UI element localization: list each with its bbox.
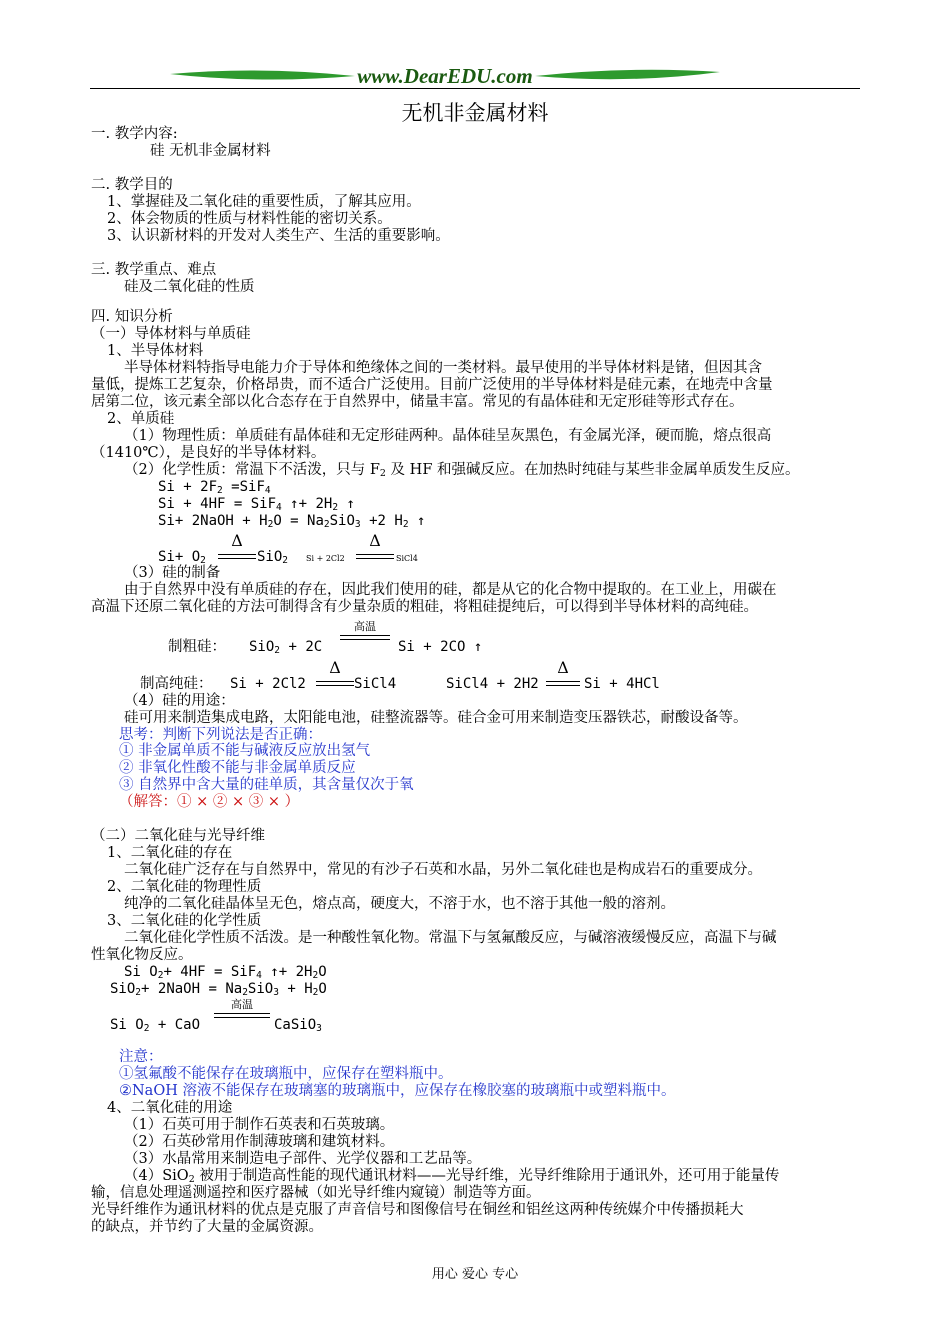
item-heading: 2、单质硅 <box>107 411 175 427</box>
equation: Si + 2Cl2 <box>230 676 306 692</box>
page-footer: 用心 爱心 专心 <box>431 1267 519 1282</box>
heat-arrow: Δ <box>316 660 354 690</box>
subsection-heading: （一）导体材料与单质硅 <box>91 326 251 342</box>
text-line: 硅及二氧化硅的性质 <box>124 279 255 295</box>
paragraph-line: 性氧化物反应。 <box>91 947 193 963</box>
equation: Si $O_2+ 4HF = SiF_4$ ↑+ $2H_2O$ <box>124 964 327 981</box>
heat-arrow: Δ <box>218 533 256 563</box>
item-heading: 1、半导体材料 <box>107 343 204 359</box>
section-heading: 二. 教学目的 <box>91 177 173 193</box>
list-item: （3）水晶常用来制造电子部件、光学仪器和工艺品等。 <box>124 1151 482 1167</box>
equation-product: SiCl4 <box>354 676 397 692</box>
equation-small: Si + 2Cl2 <box>306 554 345 563</box>
equation-label: 制高纯硅： <box>140 676 213 692</box>
high-temp-arrow: 高温 <box>214 999 270 1029</box>
paragraph-line: 二氧化硅广泛存在与自然界中，常见的有沙子石英和水晶，另外二氧化硅也是构成岩石的重要成分。 <box>124 862 762 878</box>
paragraph-line: （1410℃），是良好的半导体材料。 <box>91 445 326 461</box>
text-line: 硅 无机非金属材料 <box>150 143 271 159</box>
subsection-heading: （二）二氧化硅与光导纤维 <box>91 828 265 844</box>
section-heading: 一. 教学内容: <box>91 126 178 142</box>
paragraph-line: 由于自然界中没有单质硅的存在，因此我们使用的硅，都是从它的化合物中提取的。在工业上，用碳在 <box>124 582 777 598</box>
paragraph-line: 高温下还原二氧化硅的方法可制得含有少量杂质的粗硅，将粗硅提纯后，可以得到半导体材料的高纯硅。 <box>91 599 758 615</box>
equation: SiCl4 + 2H2 <box>446 676 539 692</box>
item-heading: 1、二氧化硅的存在 <box>107 845 233 861</box>
paragraph-line: 硅可用来制造集成电路，太阳能电池，硅整流器等。硅合金可用来制造变压器铁芯，耐酸设备等。 <box>124 710 748 726</box>
paragraph-line: 居第二位，该元素全部以化合态存在于自然界中，储量丰富。常见的有晶体硅和无定形硅等形式存在。 <box>91 394 744 410</box>
equation: $Si+ O_2$ <box>158 549 206 566</box>
list-item: 1、掌握硅及二氧化硅的重要性质，了解其应用。 <box>107 194 421 210</box>
list-item: （1）石英可用于制作石英表和石英玻璃。 <box>124 1117 395 1133</box>
logo-text: www.DearEDU.com <box>357 64 533 88</box>
item-heading: 2、二氧化硅的物理性质 <box>107 879 262 895</box>
heat-arrow: Δ <box>546 660 580 690</box>
paragraph-line: （1）物理性质：单质硅有晶体硅和无定形硅两种。晶体硅呈灰黑色，有金属光泽，硬而脆，熔点很高 <box>124 428 772 444</box>
equation-product: CaSiO$_3$ <box>274 1017 322 1034</box>
section-heading: 三. 教学重点、难点 <box>91 262 217 278</box>
item-heading: （4）硅的用途： <box>124 693 235 709</box>
heat-arrow: Δ <box>356 533 394 563</box>
high-temp-arrow: 高温 <box>340 621 390 651</box>
equation-product: SiO$_2$ <box>257 549 289 566</box>
equation: $Si + 2F_2 =SiF_4$ <box>158 479 271 496</box>
list-item: （4）SiO$_2$ 被用于制造高性能的现代通讯材料——光导纤维，光导纤维除用于通讯外，还可用于能量传 <box>124 1168 780 1185</box>
equation: Si + 4HF = SiF$_4$ ↑+ $2H_2$ ↑ <box>158 496 355 513</box>
equation-small: SiCl4 <box>396 554 418 563</box>
list-item: 3、认识新材料的开发对人类生产、生活的重要影响。 <box>107 228 450 244</box>
paragraph-line: 的缺点，并节约了大量的金属资源。 <box>91 1219 323 1235</box>
header-rule <box>90 88 860 89</box>
think-item: ② 非氧化性酸不能与非金属单质反应 <box>119 760 356 776</box>
item-heading: 3、二氧化硅的化学性质 <box>107 913 262 929</box>
think-item: ③ 自然界中含大量的硅单质，其含量仅次于氧 <box>119 777 414 793</box>
equation-product: Si + 2CO ↑ <box>398 639 483 655</box>
equation-label: 制粗硅： <box>168 639 226 655</box>
paragraph-line: 半导体材料特指导电能力介于导体和绝缘体之间的一类材料。最早使用的半导体材料是锗，但因其含 <box>124 360 762 376</box>
item-heading: （3）硅的制备 <box>124 565 221 581</box>
paragraph-line: 光导纤维作为通讯材料的优点是克服了声音信号和图像信号在铜丝和铝丝这两种传统媒介中传播损耗大 <box>91 1202 744 1218</box>
paragraph-line: 输，信息处理遥测遥控和医疗器械（如光导纤维内窥镜）制造等方面。 <box>91 1185 541 1201</box>
list-item: 2、体会物质的性质与材料性能的密切关系。 <box>107 211 392 227</box>
dearedu-logo <box>170 62 720 90</box>
think-item: ① 非金属单质不能与碱液反应放出氢气 <box>119 743 371 759</box>
answer-line: （解答：① × ② × ③ × ） <box>119 794 300 810</box>
note-item: ①氢氟酸不能保存在玻璃瓶中，应保存在塑料瓶中。 <box>119 1066 453 1082</box>
paragraph-line: 二氧化硅化学性质不活泼。是一种酸性氧化物。常温下与氢氟酸反应，与碱溶液缓慢反应，高温下与碱 <box>124 930 777 946</box>
section-heading: 四. 知识分析 <box>91 309 173 325</box>
note-item: ②NaOH 溶液不能保存在玻璃塞的玻璃瓶中，应保存在橡胶塞的玻璃瓶中或塑料瓶中。 <box>119 1083 676 1099</box>
page-title: 无机非金属材料 <box>401 101 549 125</box>
item-heading: 4、二氧化硅的用途 <box>107 1100 233 1116</box>
think-heading: 思考：判断下列说法是否正确： <box>119 727 322 743</box>
note-heading: 注意： <box>119 1049 163 1065</box>
paragraph-line: 纯净的二氧化硅晶体呈无色，熔点高，硬度大，不溶于水，也不溶于其他一般的溶剂。 <box>124 896 675 912</box>
equation: Si $O_2$ + CaO <box>110 1017 201 1034</box>
equation-product: Si + 4HCl <box>584 676 660 692</box>
equation: SiO$_2$ + 2C <box>249 639 323 656</box>
paragraph-line: （2）化学性质：常温下不活泼，只与 $F_2$ 及 HF 和强碱反应。在加热时纯硅与某些非金属单质发生反应。 <box>124 462 800 479</box>
list-item: （2）石英砂常用作制薄玻璃和建筑材料。 <box>124 1134 395 1150</box>
equation: SiO$_2$+ 2NaOH = $Na_2SiO_3 + H_2O$ <box>110 981 327 998</box>
paragraph-line: 量低，提炼工艺复杂，价格昂贵，而不适合广泛使用。目前广泛使用的半导体材料是硅元素，在地壳中含量 <box>91 377 773 393</box>
equation: Si+ 2NaOH + $H_2O = Na_2SiO_3 +2$ $H_2$ ↑ <box>158 513 426 530</box>
